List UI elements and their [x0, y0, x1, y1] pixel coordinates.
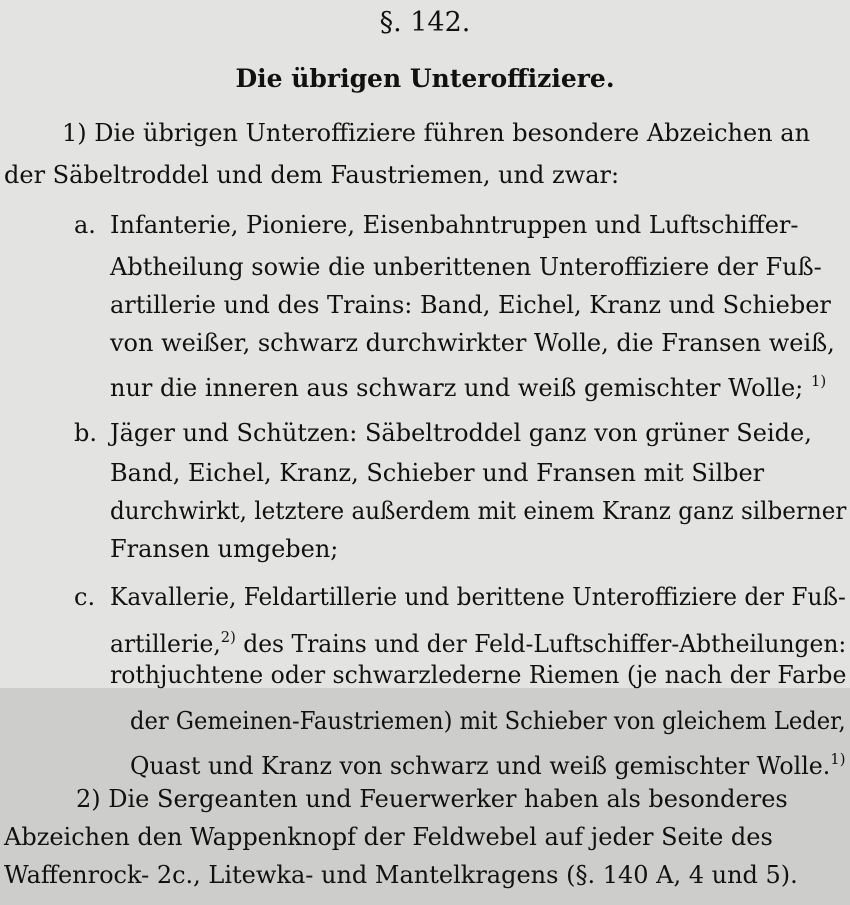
para2-text-1: 2) Die Sergeanten und Feuerwerker haben als besonderes — [76, 785, 788, 813]
footnote-ref-1: 1) — [810, 372, 827, 390]
section-number: §. 142. — [379, 7, 471, 38]
item-b-text-3: durchwirkt, letztere außerdem mit einem Kranz ganz silberner — [110, 497, 847, 525]
item-c-text-5: Quast und Kranz von schwarz und weiß gemischter Wolle. — [130, 752, 831, 780]
item-c-text-1: Kavallerie, Feldartillerie und berittene Unteroffiziere der Fuß- — [110, 583, 846, 611]
section-title: Die übrigen Unteroffiziere. — [235, 64, 615, 93]
item-b-text-2: Band, Eichel, Kranz, Schieber und Fransen mit Silber — [110, 459, 765, 487]
item-a-text-5-wrap — [110, 366, 826, 403]
item-a-text-5: nur die inneren aus schwarz und weiß gemischter Wolle; — [110, 374, 804, 402]
item-a-text-1: Infanterie, Pioniere, Eisenbahntruppen und Luftschiffer- — [110, 211, 799, 239]
item-c-text-2-wrap — [110, 622, 846, 659]
item-c-text-5-wrap — [130, 744, 846, 781]
para2-text-3: Waffenrock- 2c., Litewka- und Mantelkragens (§. 140 A, 4 und 5). — [4, 861, 798, 889]
item-c-label: c. — [74, 583, 96, 611]
item-a-text-4: von weißer, schwarz durchwirkter Wolle, die Fransen weiß, — [110, 329, 835, 357]
para1-text-1: 1) Die übrigen Unteroffiziere führen besondere Abzeichen an — [62, 119, 811, 147]
item-b-label: b. — [74, 419, 97, 447]
item-a-text-3: artillerie und des Trains: Band, Eichel, Kranz und Schieber — [110, 291, 831, 319]
para2-text-2: Abzeichen den Wappenknopf der Feldwebel auf jeder Seite des — [4, 823, 773, 851]
footnote-ref-3: 1) — [830, 750, 846, 768]
item-a-label: a. — [74, 211, 96, 239]
item-a-text-2: Abtheilung sowie die unberittenen Unteroffiziere der Fuß- — [110, 253, 822, 281]
item-b-text-4: Fransen umgeben; — [110, 535, 339, 563]
footnote-ref-2: 2) — [220, 628, 236, 646]
item-c-text-4: der Gemeinen-Faustriemen) mit Schieber von gleichem Leder, — [130, 707, 846, 735]
item-b-text-1: Jäger und Schützen: Säbeltroddel ganz von grüner Seide, — [110, 419, 812, 447]
item-c-text-2b: des Trains und der Feld-Luftschiffer-Abtheilungen: — [235, 630, 847, 658]
item-c-text-2a: artillerie, — [110, 630, 221, 658]
item-c-text-3: rothjuchtene oder schwarzlederne Riemen (je nach der Farbe — [110, 661, 847, 689]
para1-text-2: der Säbeltroddel und dem Faustriemen, und zwar: — [4, 161, 620, 189]
